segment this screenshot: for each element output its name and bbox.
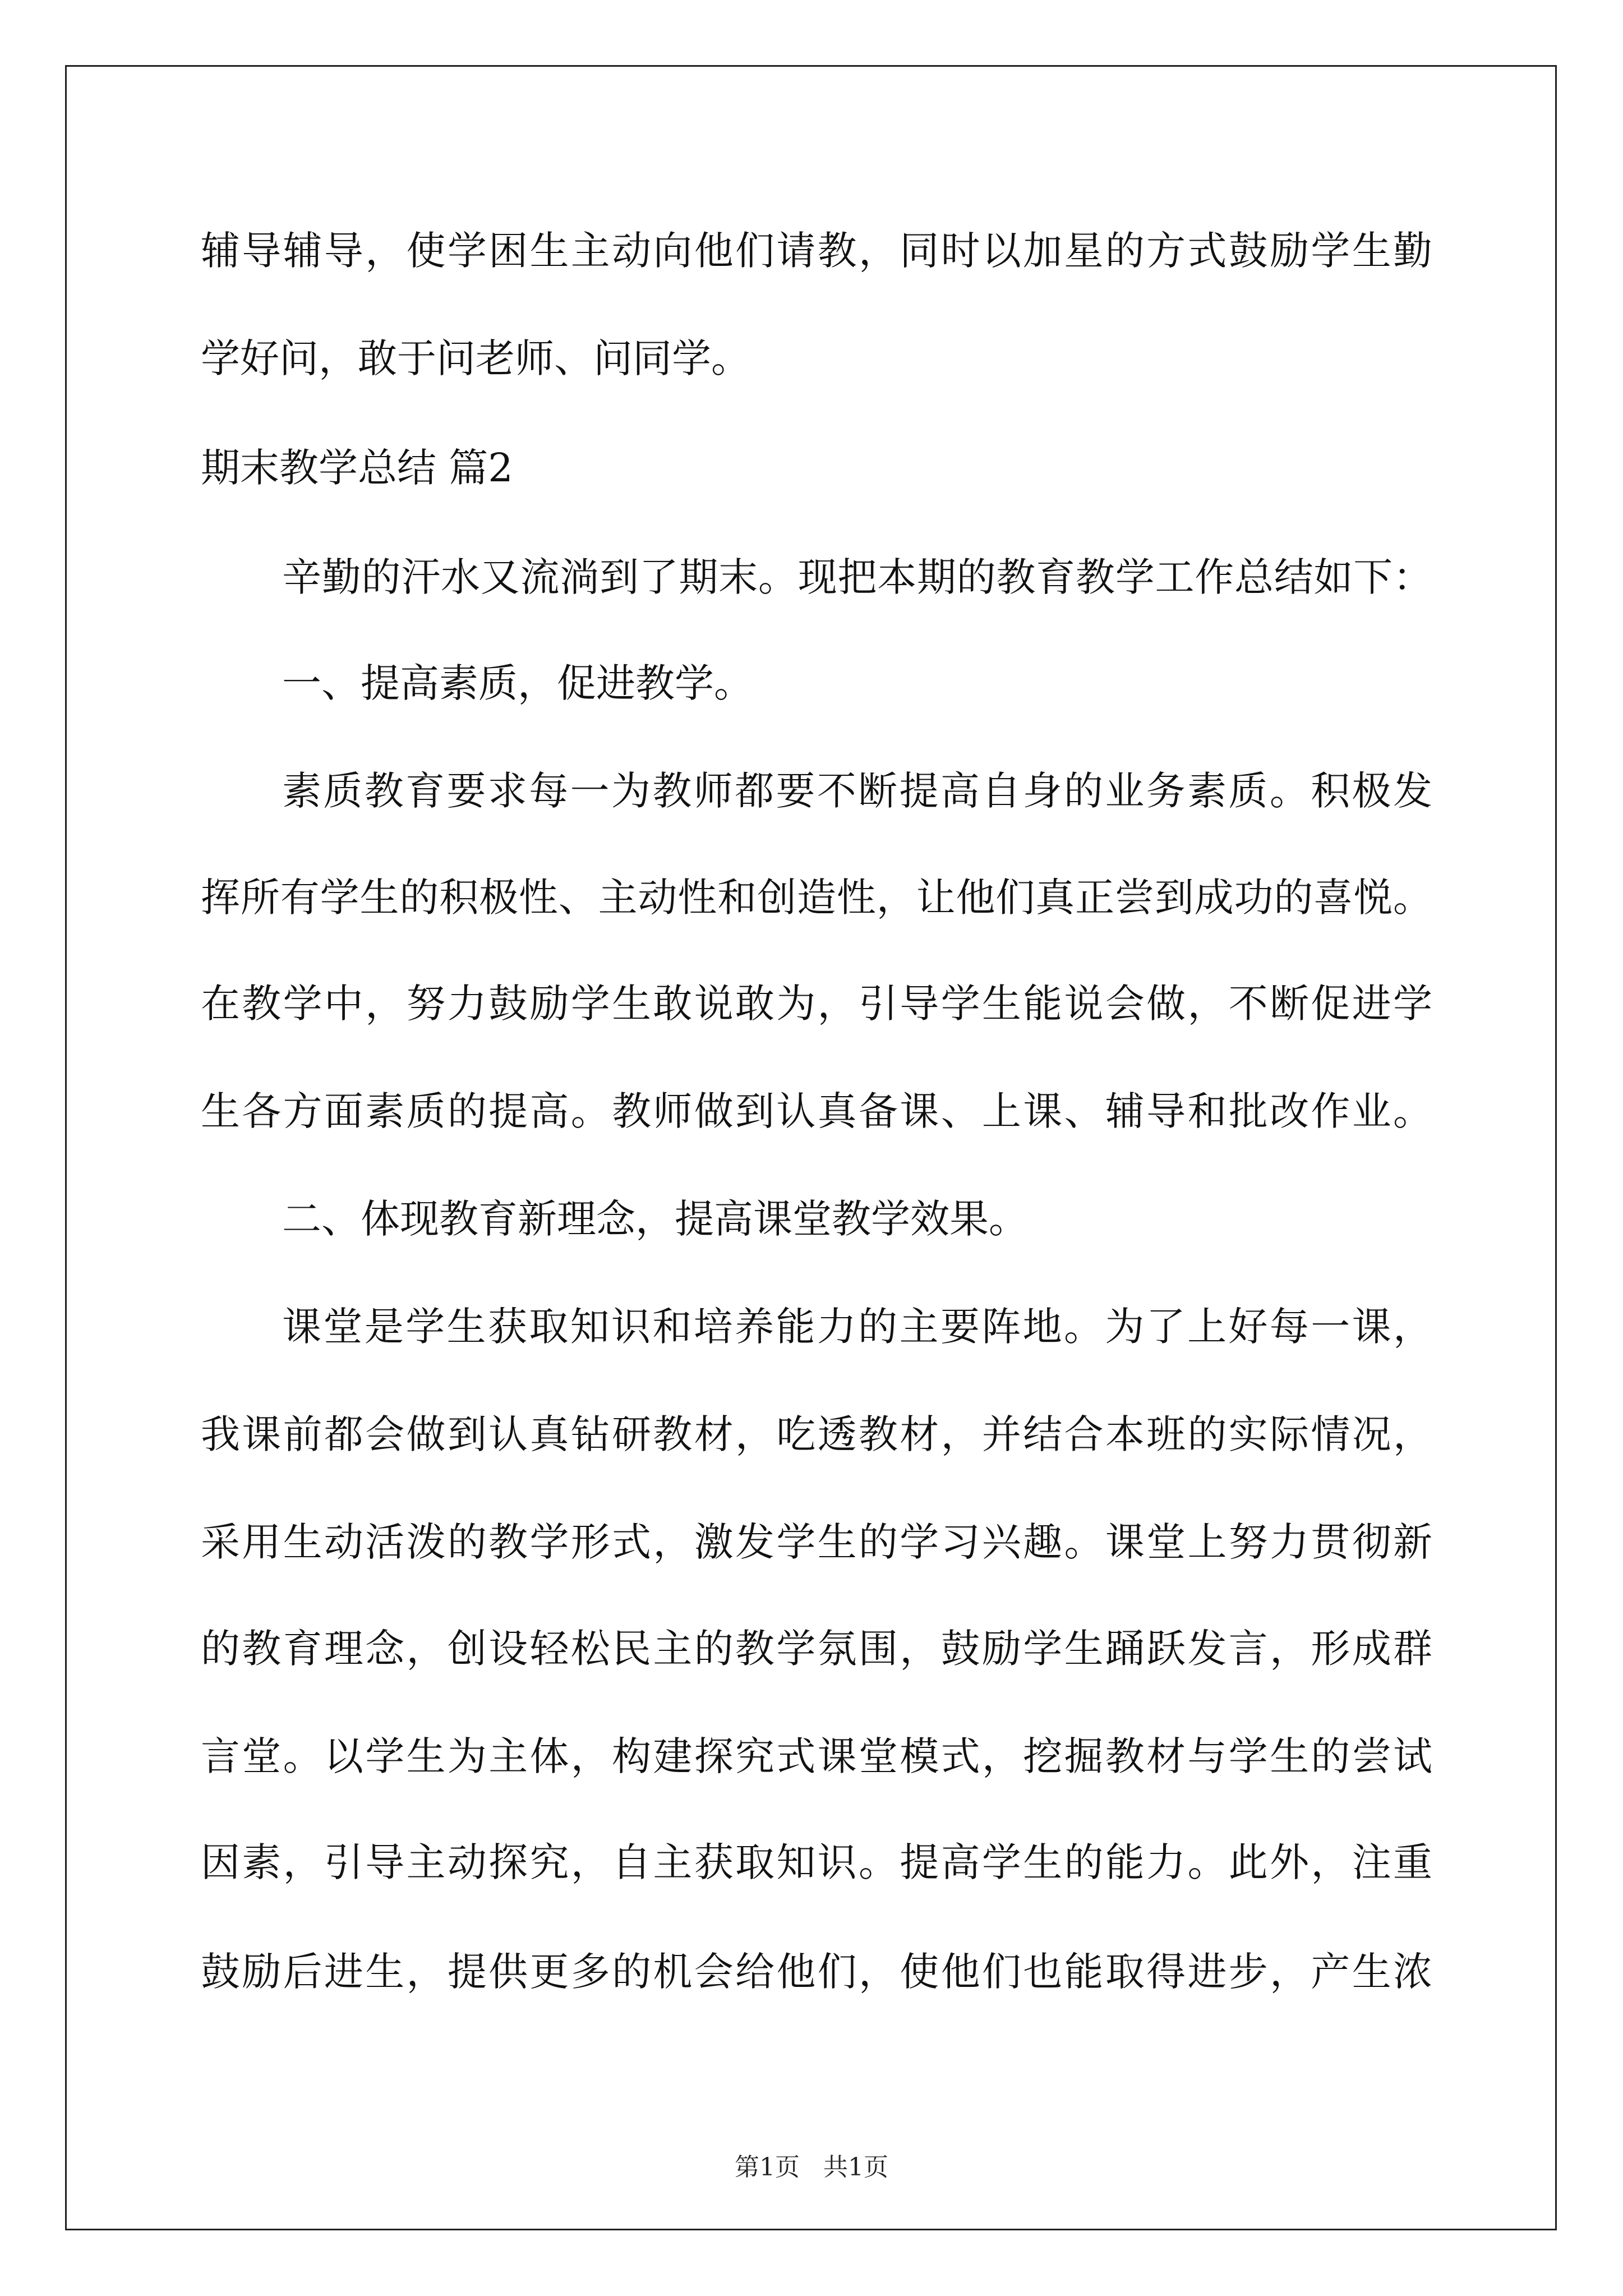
subheading-1: 一、提高素质，促进教学。: [282, 660, 753, 706]
subheading-2: 二、体现教育新理念，提高课堂教学效果。: [282, 1196, 1028, 1242]
body-line-6: 素质教育要求每一为教师都要不断提高自身的业务素质。积极发: [282, 768, 1432, 814]
body-line-16: 因素，引导主动探究，自主获取知识。提高学生的能力。此外，注重: [201, 1839, 1432, 1885]
body-line-7: 挥所有学生的积极性、主动性和创造性，让他们真正尝到成功的喜悦。: [201, 875, 1432, 921]
body-line-17: 鼓励后进生，提供更多的机会给他们，使他们也能取得进步，产生浓: [201, 1949, 1432, 1995]
body-line-2: 学好问，敢于问老师、问同学。: [201, 335, 750, 381]
section-heading: 期末教学总结 篇2: [201, 445, 513, 491]
body-line-15: 言堂。以学生为主体，构建探究式课堂模式，挖掘教材与学生的尝试: [201, 1733, 1432, 1779]
body-line-12: 我课前都会做到认真钻研教材，吃透教材，并结合本班的实际情况，: [201, 1411, 1432, 1457]
body-line-9: 生各方面素质的提高。教师做到认真备课、上课、辅导和批改作业。: [201, 1088, 1432, 1134]
page-border: [65, 65, 1557, 2230]
page-number-footer: 第1页 共1页: [735, 2153, 888, 2182]
body-line-11: 课堂是学生获取知识和培养能力的主要阵地。为了上好每一课，: [282, 1304, 1432, 1350]
body-line-1: 辅导辅导，使学困生主动向他们请教，同时以加星的方式鼓励学生勤: [201, 228, 1432, 274]
body-line-intro: 辛勤的汗水又流淌到了期末。现把本期的教育教学工作总结如下：: [282, 554, 1432, 600]
body-line-8: 在教学中，努力鼓励学生敢说敢为，引导学生能说会做，不断促进学: [201, 981, 1432, 1027]
body-line-14: 的教育理念，创设轻松民主的教学氛围，鼓励学生踊跃发言，形成群: [201, 1626, 1432, 1672]
body-line-13: 采用生动活泼的教学形式，激发学生的学习兴趣。课堂上努力贯彻新: [201, 1519, 1432, 1565]
